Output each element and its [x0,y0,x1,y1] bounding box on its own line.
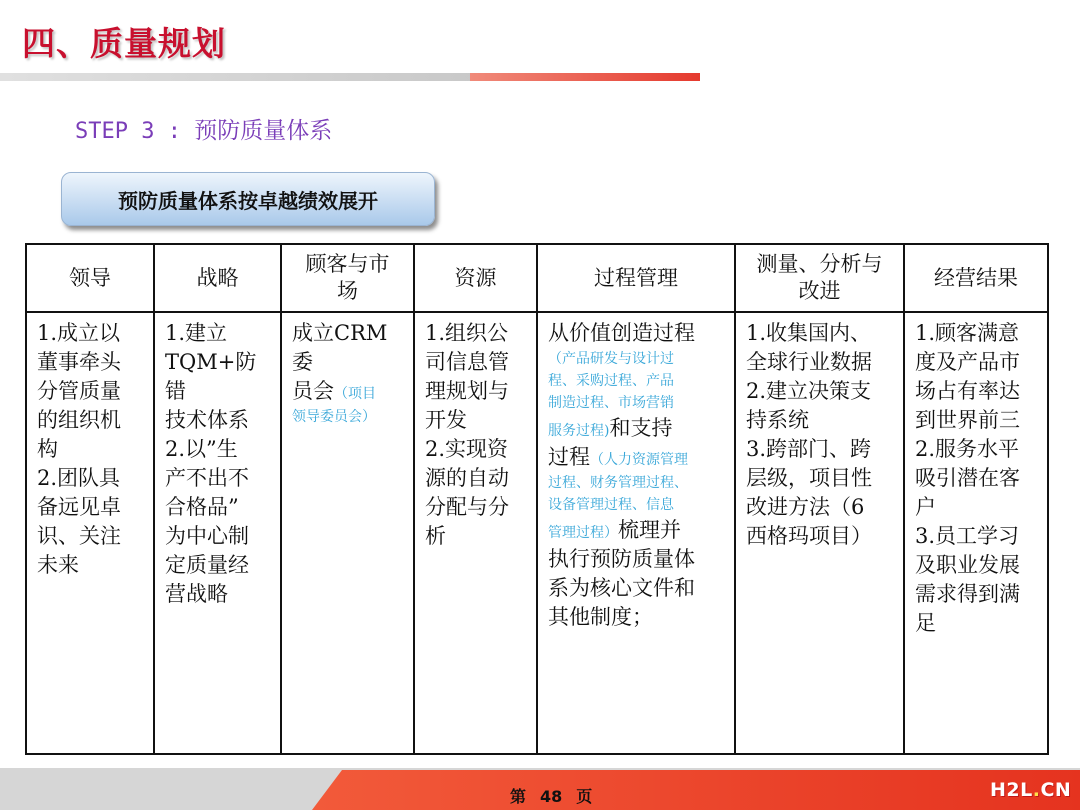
cell-line: 董事牵头 [37,350,121,374]
cell-line: 及职业发展 [915,553,1020,577]
cell-line: 营战略 [165,582,228,606]
cell-leadership [26,312,154,754]
page-number-value: 48 [540,787,563,806]
watermark-logo [990,779,1071,801]
cell-line: 未来 [37,553,79,577]
cell-line: 源的自动 [425,466,509,490]
cell-line: 3.员工学习 [915,524,1020,548]
header-customer-market-l2: 场 [337,279,358,303]
cell-line: 3.跨部门、跨 [746,437,872,461]
cell-line: 定质量经 [165,553,249,577]
page-prefix: 第 [510,787,527,806]
page-number [510,784,606,807]
cell-line: 2.建立决策支 [746,379,872,403]
header-strategy: 战略 [154,244,281,312]
header-customer-market-l1: 顾客与市 [305,252,390,276]
cell-note: （产品研发与设计过 [548,351,674,367]
header-measurement [735,244,904,312]
header-leadership: 领导 [26,244,154,312]
title-underline-accent [470,73,700,81]
step-text: 预防质量体系 [194,118,333,144]
page-suffix: 页 [576,787,593,806]
cell-note: 制造过程、市场营销 [548,395,674,411]
cell-line [548,414,726,443]
cell-line: 成立CRM委 [292,321,388,374]
header-measurement-l2: 改进 [798,279,841,303]
step-prefix: STEP 3 : [75,119,195,144]
cell-line: TQM+防错 [165,350,257,403]
cell-line: 1.收集国内、 [746,321,872,345]
cell-note: 管理过程） [548,525,618,541]
cell-line: 执行预防质量体 [548,547,695,571]
cell-line: 2.服务水平 [915,437,1020,461]
cell-line: 2.团队具 [37,466,121,490]
cell-line: 2.实现资 [425,437,509,461]
header-results: 经营结果 [904,244,1048,312]
cell-line: 其他制度； [548,605,653,629]
cell-line: 改进方法（6 [746,495,865,519]
logo-dot: . [1032,779,1041,801]
cell-line: 为中心制 [165,524,249,548]
slide-title: 四、质量规划 [22,24,226,63]
step-heading [75,112,332,145]
cell-line: 1.组织公 [425,321,509,345]
cell-line: 分配与分 [425,495,509,519]
footer-accent [312,770,1080,810]
cell-line: 需求得到满 [915,582,1020,606]
cell-line: 足 [915,611,936,635]
cell-line: 分管质量 [37,379,121,403]
cell-line: 开发 [425,408,467,432]
cell-line: 理规划与 [425,379,509,403]
quality-system-table [25,243,1049,755]
cell-line: 户 [915,495,936,519]
table-row [26,312,1048,754]
cell-text: 和支持 [609,416,673,440]
cell-note: 程、采购过程、产品 [548,373,674,389]
cell-process-management [537,312,735,754]
cell-line: 吸引潜在客 [915,466,1020,490]
table-header-row [26,244,1048,312]
cell-line: 从价值创造过程 [548,321,695,345]
cell-text: 员会 [292,379,334,403]
cell-line: 识、关注 [37,524,121,548]
cell-line: 备远见卓 [37,495,121,519]
cell-line: 1.顾客满意 [915,321,1020,345]
cell-line: 持系统 [746,408,809,432]
header-measurement-l1: 测量、分析与 [756,252,883,276]
cell-line: 司信息管 [425,350,509,374]
cell-line: 技术体系 [165,408,249,432]
cell-line: 2.以”生 [165,437,238,461]
cell-text: 过程 [548,445,590,469]
cell-note: 领导委员会） [292,409,376,425]
cell-line [292,377,405,406]
header-resources: 资源 [414,244,537,312]
cell-note: 设备管理过程、信息 [548,497,674,513]
cell-strategy [154,312,281,754]
cell-line: 全球行业数据 [746,350,872,374]
cell-line: 层级，项目性 [746,466,872,490]
cell-measurement [735,312,904,754]
cell-line [548,443,726,472]
logo-main: H2L [990,779,1033,801]
cell-note: 服务过程) [548,423,610,439]
header-process-management: 过程管理 [537,244,735,312]
cell-note: 过程、财务管理过程、 [548,475,688,491]
cell-line: 场占有率达 [915,379,1020,403]
cell-text: 梳理并 [618,518,681,542]
cell-line: 析 [425,524,446,548]
section-banner: 预防质量体系按卓越绩效展开 [61,172,435,226]
logo-tld: CN [1040,779,1072,801]
cell-line: 度及产品市 [915,350,1020,374]
cell-customer-market [281,312,414,754]
cell-resources [414,312,537,754]
cell-line: 的组织机 [37,408,121,432]
cell-line: 到世界前三 [915,408,1020,432]
cell-line: 西格玛项目） [746,524,872,548]
cell-line [548,516,726,545]
cell-note: （项目 [334,386,376,402]
cell-note: （人力资源管理 [590,452,688,468]
cell-results [904,312,1048,754]
cell-line: 1.建立 [165,321,228,345]
cell-line: 产不出不 [165,466,249,490]
cell-line: 合格品” [165,495,239,519]
cell-line: 系为核心文件和 [548,576,695,600]
header-customer-market [281,244,414,312]
cell-line: 构 [37,437,58,461]
cell-line: 1.成立以 [37,321,121,345]
